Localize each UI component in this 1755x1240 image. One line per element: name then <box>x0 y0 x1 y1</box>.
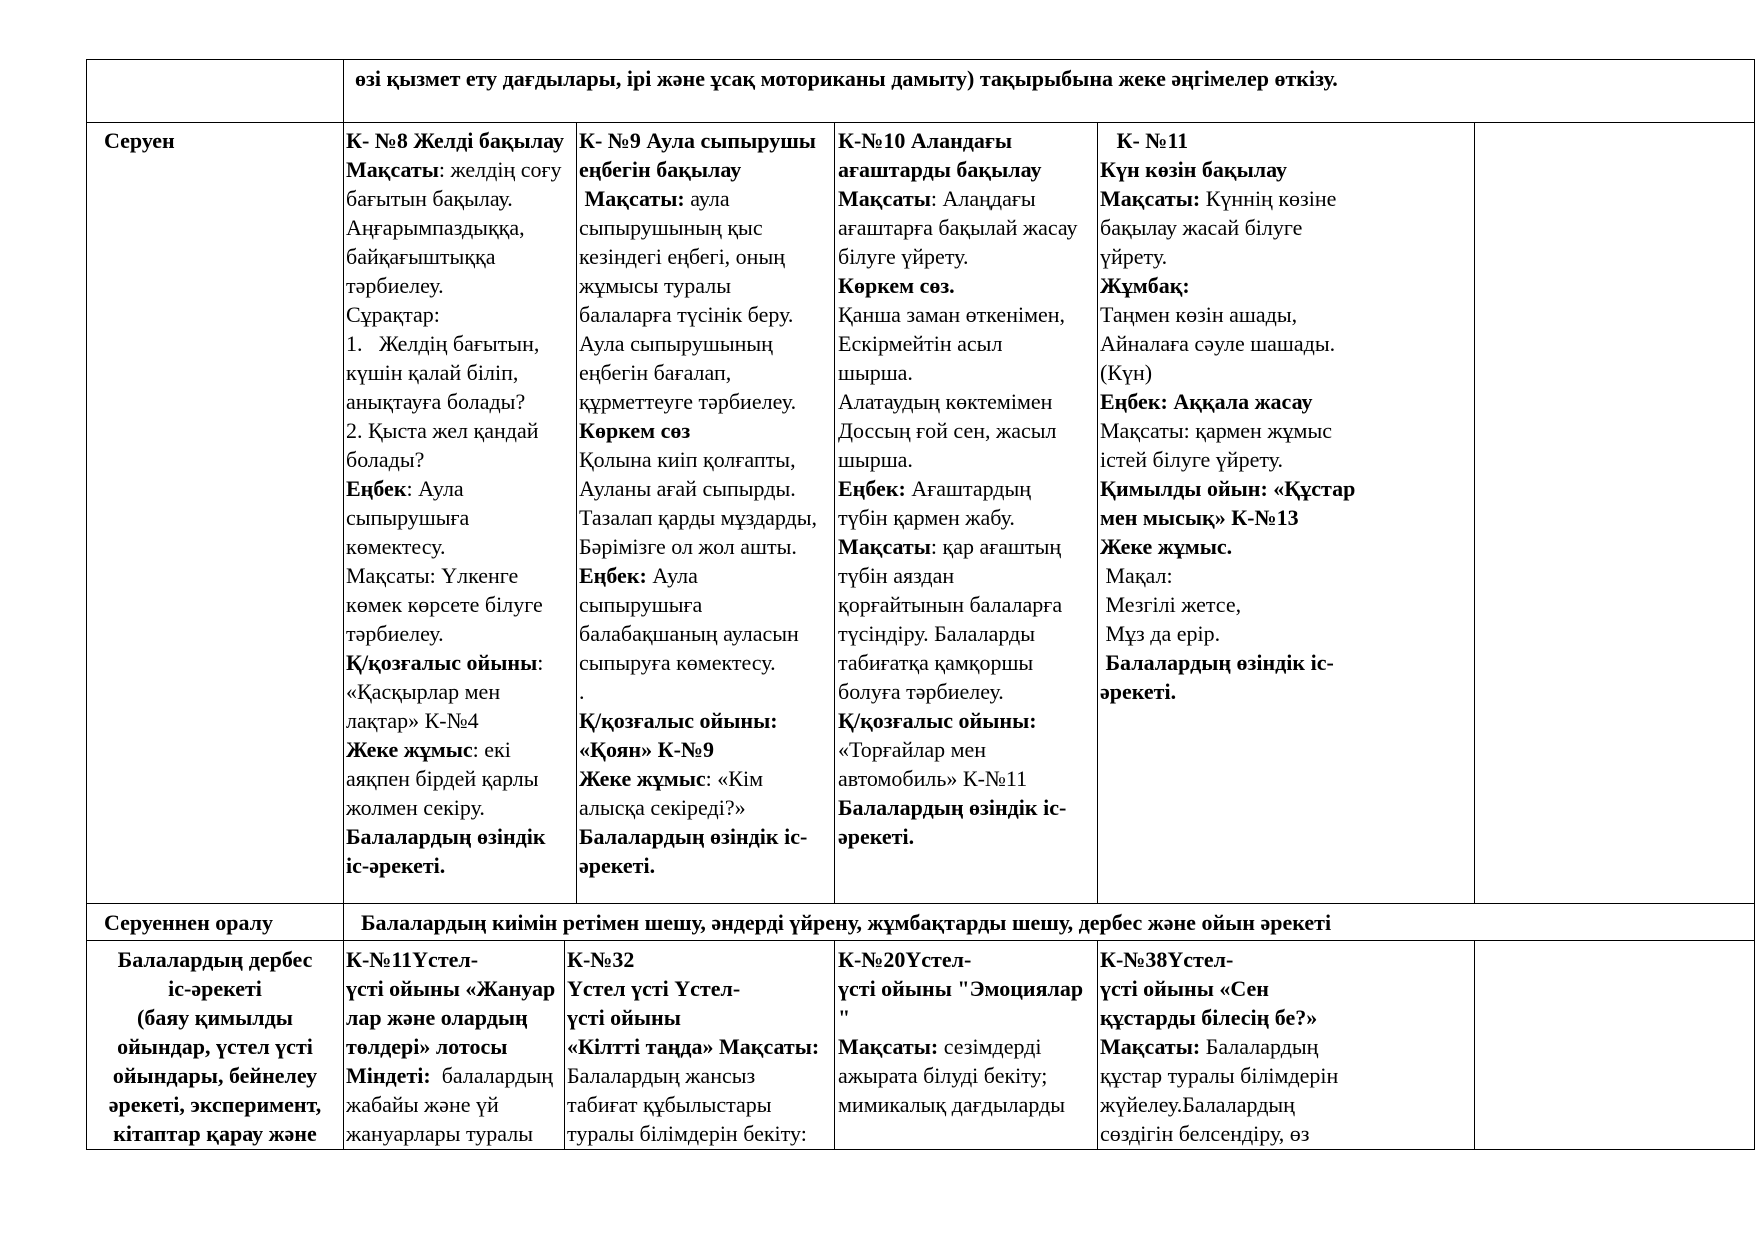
text-run: алысқа секіреді?» <box>579 795 746 820</box>
text-line <box>579 677 835 706</box>
activity-col-1 <box>346 945 564 1148</box>
text-run: Тазалап қарды мұздарды, <box>579 505 818 530</box>
text-run: Еңбек: Аққала жасау <box>1100 389 1313 414</box>
text-run: сыпырушының қыс <box>579 215 763 240</box>
text-run: Балалардың өзіндік <box>346 824 546 849</box>
text-run: 2. Қыста жел қандай <box>346 418 539 443</box>
text-line <box>579 329 835 358</box>
text-run: әрекеті. <box>1100 679 1177 704</box>
text-run: Қ/қозғалыс ойыны <box>346 650 538 675</box>
activity-label <box>88 945 342 1148</box>
text-run: сыпырушыға <box>579 592 703 617</box>
seruen-col-4 <box>1100 126 1472 706</box>
text-line <box>1100 242 1472 271</box>
text-run: Жеке жұмыс. <box>1100 534 1233 559</box>
text-line <box>838 822 1096 851</box>
text-line <box>1100 561 1472 590</box>
text-line <box>579 851 835 880</box>
label-line: Балалардың дербес <box>117 947 313 972</box>
text-run: Мақсаты <box>838 186 931 211</box>
text-line <box>1100 329 1472 358</box>
text-run: жануарлары туралы <box>346 1121 533 1146</box>
text-run: төлдері» лотосы <box>346 1034 508 1059</box>
text-line <box>346 974 564 1003</box>
text-run: Мақсаты: <box>1100 186 1201 211</box>
text-line <box>838 648 1096 677</box>
text-line <box>838 793 1096 822</box>
text-run: Мақсаты: <box>579 186 685 211</box>
text-line <box>838 155 1096 184</box>
text-run: К- №9 Аула сыпырушы <box>579 128 816 153</box>
text-line <box>579 706 835 735</box>
text-line <box>579 445 835 474</box>
text-run: көмек көрсете білуге <box>346 592 543 617</box>
text-run: үсті ойыны <box>567 1005 681 1030</box>
text-line <box>838 416 1096 445</box>
text-line <box>579 822 835 851</box>
text-run-rest: : Алаңдағы <box>930 186 1036 211</box>
text-run: Мақсаты: қармен жұмыс <box>1100 418 1332 443</box>
text-line <box>579 764 835 793</box>
text-run-rest: : қар ағаштың <box>930 534 1062 559</box>
text-run: Балалардың жансыз <box>567 1063 756 1088</box>
text-run: түбін аяздан <box>838 563 955 588</box>
text-run: құрметтеуге тәрбиелеу. <box>579 389 797 414</box>
text-run: туралы білімдерін бекіту: <box>567 1121 807 1146</box>
text-line <box>346 619 576 648</box>
text-line <box>838 329 1096 358</box>
text-line <box>1100 213 1472 242</box>
text-line <box>838 503 1096 532</box>
text-line <box>346 416 576 445</box>
rule-seruen-c3 <box>1097 122 1098 903</box>
text-line <box>838 677 1096 706</box>
seruen-col-2 <box>579 126 835 880</box>
text-line <box>346 1119 564 1148</box>
text-run-rest: аула <box>684 186 730 211</box>
text-line <box>1100 155 1472 184</box>
text-line <box>346 242 576 271</box>
text-run: қорғайтынын балаларға <box>838 592 1063 617</box>
text-run: Еңбек <box>346 476 407 501</box>
text-run: сыпырушыға <box>346 505 470 530</box>
text-run: түсіндіру. Балаларды <box>838 621 1036 646</box>
text-line <box>838 945 1096 974</box>
text-run: Балалардың өзіндік іс- <box>1100 650 1334 675</box>
label-line: ойындар, үстел үсті <box>117 1034 313 1059</box>
text-run: бақылау жасай білуге <box>1100 215 1303 240</box>
text-run: К-№10 Аландағы <box>838 128 1013 153</box>
text-run: құстар туралы білімдерін <box>1100 1063 1339 1088</box>
text-line <box>838 445 1096 474</box>
text-run: ажырата білуді бекіту; <box>838 1063 1048 1088</box>
text-line <box>579 300 835 329</box>
text-run: лақтар» К-№4 <box>346 708 479 733</box>
text-line <box>838 706 1096 735</box>
text-line <box>838 271 1096 300</box>
text-run: болуға тәрбиелеу. <box>838 679 1004 704</box>
text-run: көмектесу. <box>346 534 446 559</box>
text-line <box>1100 1061 1472 1090</box>
label-line: кітаптар қарау және <box>113 1121 317 1146</box>
text-line <box>346 590 576 619</box>
text-line <box>1100 974 1472 1003</box>
text-run-rest: Ағаштардың <box>905 476 1032 501</box>
text-line <box>838 358 1096 387</box>
text-line <box>838 126 1096 155</box>
text-run: Таңмен көзін ашады, <box>1100 302 1298 327</box>
text-run: тәрбиелеу. <box>346 621 444 646</box>
text-run-rest: Күннің көзіне <box>1200 186 1337 211</box>
text-run: лар және олардың <box>346 1005 528 1030</box>
text-line <box>579 242 835 271</box>
activity-col-2 <box>567 945 835 1148</box>
text-run: Үстел үсті Үстел- <box>567 976 741 1001</box>
text-line <box>346 503 576 532</box>
text-run-rest: : <box>537 650 544 675</box>
text-run: Мақсаты: <box>1100 1034 1201 1059</box>
rule-label-col <box>343 59 344 1150</box>
text-run: Қанша заман өткенімен, <box>838 302 1066 327</box>
text-run: Қ/қозғалыс ойыны: <box>838 708 1037 733</box>
text-run: білуге үйрету. <box>838 244 969 269</box>
text-line <box>346 184 576 213</box>
text-line <box>579 561 835 590</box>
text-line <box>838 300 1096 329</box>
text-line <box>346 1090 564 1119</box>
text-run: К- №8 Желді бақылау <box>346 128 564 153</box>
rule-activity-c1 <box>564 940 565 1150</box>
text-line <box>346 851 576 880</box>
text-line <box>838 590 1096 619</box>
text-line <box>838 1061 1096 1090</box>
text-run: . <box>579 679 585 704</box>
text-line <box>579 358 835 387</box>
text-run: Айналаға сәуле шашады. <box>1100 331 1336 356</box>
text-run: жұмысы туралы <box>579 273 731 298</box>
text-run: Алатаудың көктемімен <box>838 389 1053 414</box>
text-line <box>838 387 1096 416</box>
text-line <box>838 619 1096 648</box>
text-run: Мақсаты <box>346 157 439 182</box>
text-run: жолмен секіру. <box>346 795 485 820</box>
schedule-table <box>86 59 1755 1150</box>
text-run: ағаштарға бақылай жасау <box>838 215 1078 240</box>
activity-col-4 <box>1100 945 1472 1148</box>
text-line <box>1100 648 1472 677</box>
text-run-rest: : Аула <box>406 476 464 501</box>
text-line <box>346 706 576 735</box>
return-text: Балалардың киімін ретімен шешу, әндерді үйрену, жұмбақтарды шешу, дербес және ойын әрекеті <box>361 910 1332 935</box>
text-run: Балалардың өзіндік іс- <box>838 795 1067 820</box>
text-run: іс-әрекеті. <box>346 853 446 878</box>
rule-activity-c3 <box>1097 940 1098 1150</box>
text-line <box>838 242 1096 271</box>
text-line <box>567 945 835 974</box>
text-run: Жеке жұмыс <box>346 737 473 762</box>
text-run: балаларға түсінік беру. <box>579 302 794 327</box>
text-run: құстарды білесің бе?» <box>1100 1005 1318 1030</box>
text-line <box>579 619 835 648</box>
text-line <box>1100 677 1472 706</box>
text-run: автомобиль» К-№11 <box>838 766 1028 791</box>
text-run: шырша. <box>838 360 913 385</box>
text-line <box>346 445 576 474</box>
text-run: аяқпен бірдей қарлы <box>346 766 539 791</box>
text-run: үсті ойыны «Сен <box>1100 976 1269 1001</box>
text-run: Мұз да ерір. <box>1100 621 1221 646</box>
text-run: болады? <box>346 447 425 472</box>
text-run: Доссың ғой сен, жасыл <box>838 418 1057 443</box>
text-line <box>346 300 576 329</box>
activity-col-3 <box>838 945 1096 1119</box>
text-line <box>1100 474 1472 503</box>
text-line <box>579 532 835 561</box>
text-line <box>579 793 835 822</box>
text-line <box>1100 445 1472 474</box>
text-line <box>567 1061 835 1090</box>
text-line <box>1100 1003 1472 1032</box>
text-line <box>1100 1090 1472 1119</box>
text-run: тәрбиелеу. <box>346 273 444 298</box>
text-run: жүйелеу.Балалардың <box>1100 1092 1295 1117</box>
text-run: Еңбек: <box>838 476 906 501</box>
text-run: Ауланы ағай сыпырды. <box>579 476 796 501</box>
text-line <box>838 764 1096 793</box>
text-line <box>838 974 1096 1003</box>
text-line <box>579 184 835 213</box>
text-run: К-№38Үстел- <box>1100 947 1234 972</box>
text-line <box>579 416 835 445</box>
text-run: үсті ойыны «Жануар <box>346 976 556 1001</box>
text-run: Мезгілі жетсе, <box>1100 592 1242 617</box>
text-line <box>838 1032 1096 1061</box>
text-line <box>346 1032 564 1061</box>
text-run: 1. Желдің бағытын, <box>346 331 540 356</box>
text-line <box>579 387 835 416</box>
text-line <box>346 1061 564 1090</box>
text-line <box>838 474 1096 503</box>
text-run: Жұмбақ: <box>1100 273 1190 298</box>
text-line <box>346 793 576 822</box>
text-run-rest: : «Кім <box>705 766 763 791</box>
text-line <box>346 126 576 155</box>
text-line <box>346 764 576 793</box>
text-line <box>579 213 835 242</box>
text-run: балабақшаның ауласын <box>579 621 799 646</box>
text-line <box>567 1119 835 1148</box>
text-run: Қолына киіп қолғапты, <box>579 447 796 472</box>
text-line <box>567 1032 835 1061</box>
text-run: шырша. <box>838 447 913 472</box>
text-line <box>1100 358 1472 387</box>
text-line <box>579 648 835 677</box>
text-run: Мақал: <box>1100 563 1173 588</box>
text-run: " <box>838 1005 851 1030</box>
rule-after-seruen <box>86 903 1754 904</box>
text-run: Күн көзін бақылау <box>1100 157 1288 182</box>
text-run: Көркем сөз. <box>838 273 955 298</box>
text-line <box>346 329 576 358</box>
text-line <box>1100 126 1472 155</box>
text-line <box>1100 387 1472 416</box>
text-run: К- №11 <box>1100 128 1189 153</box>
text-line <box>346 648 576 677</box>
text-run: үйрету. <box>1100 244 1168 269</box>
text-line <box>838 213 1096 242</box>
text-run: еңбегін бақылау <box>579 157 742 182</box>
text-line <box>567 974 835 1003</box>
text-line <box>346 387 576 416</box>
text-run: анықтауға болады? <box>346 389 526 414</box>
rule-seruen-c4 <box>1474 122 1475 903</box>
text-run: әрекеті. <box>838 824 915 849</box>
text-run: К-№32 <box>567 947 635 972</box>
text-run: үсті ойыны "Эмоциялар <box>838 976 1084 1001</box>
text-run: Қимылды ойын: «Құстар <box>1100 476 1356 501</box>
text-line <box>346 474 576 503</box>
label-line: ойындары, бейнелеу <box>112 1063 318 1088</box>
top-row-text: өзі қызмет ету дағдылары, ірі және ұсақ моториканы дамыту) тақырыбына жеке әңгімелер өткізу. <box>355 66 1338 91</box>
text-line <box>346 822 576 851</box>
text-run: Көркем сөз <box>579 418 691 443</box>
text-run: еңбегін бағалап, <box>579 360 732 385</box>
text-run: Ескірмейтін асыл <box>838 331 1003 356</box>
label-line: әрекеті, эксперимент, <box>108 1092 322 1117</box>
text-line <box>1100 619 1472 648</box>
text-run: Міндеті: <box>346 1063 431 1088</box>
text-line <box>567 1003 835 1032</box>
text-line <box>1100 532 1472 561</box>
label-line: (баяу қимылды <box>137 1005 293 1030</box>
rule-left <box>86 59 87 1150</box>
text-run: істей білуге үйрету. <box>1100 447 1283 472</box>
rule-seruen-c1 <box>576 122 577 903</box>
text-run: Мақсаты: <box>838 1034 939 1059</box>
rule-after-top-row <box>86 122 1754 123</box>
text-run: К-№11Үстел- <box>346 947 479 972</box>
text-line <box>346 155 576 184</box>
text-line <box>838 1003 1096 1032</box>
text-run: Аула сыпырушының <box>579 331 773 356</box>
text-run: мимикалық дағдыларды <box>838 1092 1066 1117</box>
text-line <box>579 126 835 155</box>
text-line <box>579 271 835 300</box>
text-line <box>346 358 576 387</box>
text-line <box>1100 1119 1472 1148</box>
text-run: мен мысық» К-№13 <box>1100 505 1299 530</box>
label-line: іс-әрекеті <box>168 976 262 1001</box>
text-line <box>838 1090 1096 1119</box>
rule-bottom <box>86 1149 1754 1150</box>
text-run: Жеке жұмыс <box>579 766 706 791</box>
text-run: «Кілтті таңда» Мақсаты: <box>567 1034 820 1059</box>
text-run: байқағыштыққа <box>346 244 496 269</box>
text-line <box>346 213 576 242</box>
text-run: Қ/қозғалыс ойыны: <box>579 708 778 733</box>
text-run: «Қоян» К-№9 <box>579 737 714 762</box>
text-line <box>1100 416 1472 445</box>
seruen-col-3 <box>838 126 1096 851</box>
text-run: Бәрімізге ол жол ашты. <box>579 534 797 559</box>
text-run: табиғат құбылыстары <box>567 1092 772 1117</box>
text-line <box>1100 184 1472 213</box>
text-run: түбін қармен жабу. <box>838 505 1015 530</box>
text-line <box>346 1003 564 1032</box>
text-run: кезіндегі еңбегі, оның <box>579 244 786 269</box>
rule-after-return <box>86 940 1754 941</box>
text-line <box>346 735 576 764</box>
text-line <box>1100 945 1472 974</box>
text-line <box>1100 271 1472 300</box>
text-line <box>1100 300 1472 329</box>
text-run: (Күн) <box>1100 360 1153 385</box>
text-line <box>1100 503 1472 532</box>
text-line <box>838 735 1096 764</box>
text-run: «Қасқырлар мен <box>346 679 501 704</box>
text-line <box>346 532 576 561</box>
text-run: бағытын бақылау. <box>346 186 513 211</box>
text-run: жабайы және үй <box>346 1092 499 1117</box>
text-run: Мақсаты <box>838 534 931 559</box>
text-run-rest: сезімдерді <box>938 1034 1042 1059</box>
text-run: Балалардың өзіндік іс- <box>579 824 808 849</box>
text-run: сыпыруға көмектесу. <box>579 650 776 675</box>
text-run-rest: балалардың <box>430 1063 553 1088</box>
text-run: табиғатқа қамқоршы <box>838 650 1034 675</box>
text-line <box>579 474 835 503</box>
seruen-label: Серуен <box>104 128 175 153</box>
rule-top <box>86 59 1754 60</box>
text-run: сөздігін белсендіру, өз <box>1100 1121 1310 1146</box>
text-run: күшін қалай біліп, <box>346 360 519 385</box>
text-run: Аңғарымпаздыққа, <box>346 215 525 240</box>
text-line <box>579 735 835 764</box>
text-run-rest: : екі <box>472 737 511 762</box>
text-run: Сұрақтар: <box>346 302 440 327</box>
text-line <box>579 155 835 184</box>
text-run: ағаштарды бақылау <box>838 157 1042 182</box>
text-line <box>346 271 576 300</box>
text-line <box>838 561 1096 590</box>
text-line <box>346 561 576 590</box>
text-run-rest: Балалардың <box>1200 1034 1319 1059</box>
text-line <box>346 945 564 974</box>
text-run: «Торғайлар мен <box>838 737 987 762</box>
text-line <box>579 590 835 619</box>
text-line <box>579 503 835 532</box>
text-line <box>1100 1032 1472 1061</box>
text-run: К-№20Үстел- <box>838 947 972 972</box>
text-line <box>1100 590 1472 619</box>
seruen-col-1 <box>346 126 576 880</box>
text-line <box>346 677 576 706</box>
text-run: Еңбек: <box>579 563 647 588</box>
return-label: Серуеннен оралу <box>104 910 274 935</box>
text-run-rest: : желдің соғу <box>438 157 562 182</box>
text-line <box>567 1090 835 1119</box>
rule-activity-c4 <box>1474 940 1475 1150</box>
text-line <box>838 532 1096 561</box>
text-run: Мақсаты: Үлкенге <box>346 563 519 588</box>
text-run: әрекеті. <box>579 853 656 878</box>
text-run-rest: Аула <box>646 563 698 588</box>
text-line <box>838 184 1096 213</box>
